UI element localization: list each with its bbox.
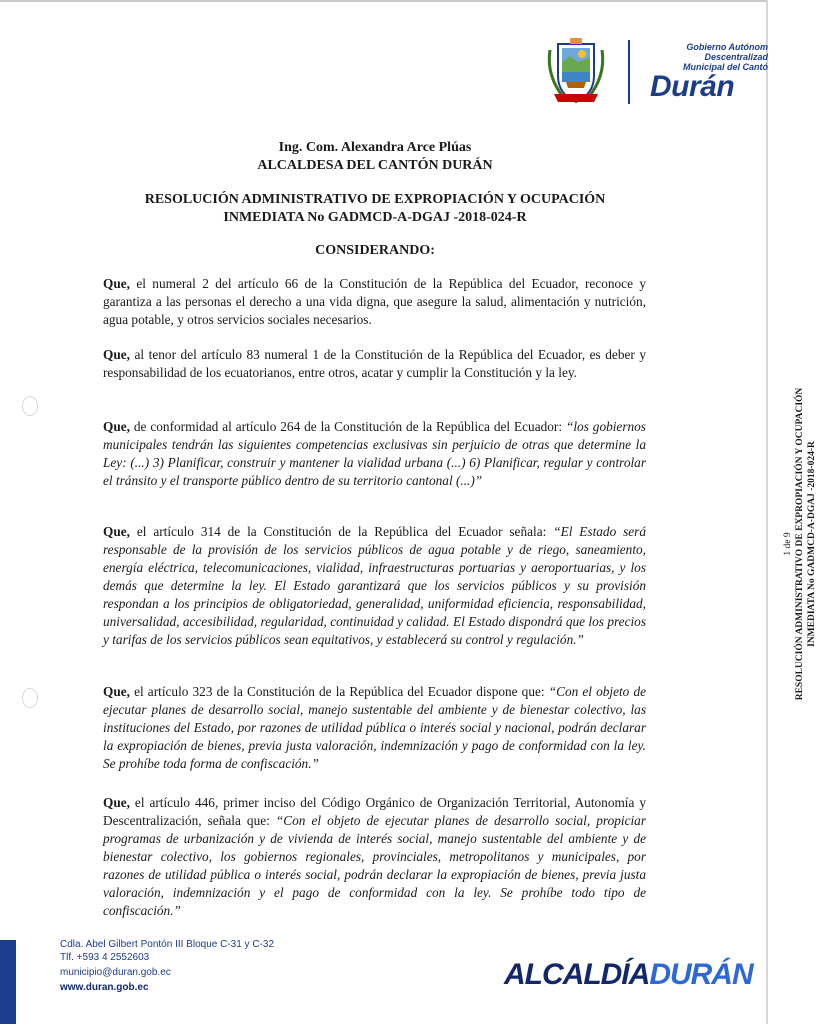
- paragraph-text: de conformidad al artículo 264 de la Constitución de la República del Ecuador:: [129, 419, 566, 435]
- logo-part-1: ALCALDÍA: [504, 958, 650, 991]
- coat-of-arms-icon: [544, 36, 608, 108]
- paragraph-lead: Que,: [103, 347, 130, 363]
- gad-label: [640, 42, 768, 72]
- paragraph-text: el artículo 323 de la Constitución de la República del Ecuador dispone que:: [129, 684, 549, 700]
- paragraph-text: al tenor del artículo 83 numeral 1 de la Constitución de la República del Ecuador, es deber y responsabilidad de los ecuatorianos, entre otros, acatar y cumplir la Constitución y la ley.: [103, 347, 646, 381]
- brand-logo: Durán: [650, 70, 735, 103]
- gad-line-2: Descentralizad: [704, 52, 768, 62]
- considerando-paragraph: [103, 683, 646, 773]
- resolution-title-1: RESOLUCIÓN ADMINISTRATIVO DE EXPROPIACIÓN Y OCUPACIÓN: [144, 192, 606, 207]
- considerando-paragraph: [103, 523, 646, 649]
- paragraph-lead: Que,: [103, 419, 130, 435]
- header-divider: [628, 40, 630, 104]
- paragraph-quote: “los gobiernos municipales tendrán las siguientes competencias exclusivas sin perjuicio de otras que determine la Ley: (...) 3) Planificar, construir y mantener la vialidad urbana (...) 6) Planificar, regular y controlar el tránsito y el transporte público dentro de su territorio cantonal (...)”: [103, 419, 646, 489]
- paragraph-text: el artículo 446, primer inciso del Código Orgánico de Organización Territorial, Autonomía y Descentralización, señala que:: [103, 795, 646, 829]
- resolution-title-2: INMEDIATA No GADMCD-A-DGAJ -2018-024-R: [223, 210, 527, 225]
- side-title-2: INMEDIATA No GADMCD-A-DGAJ -2018-024-R: [807, 441, 817, 647]
- paragraph-lead: Que,: [103, 684, 130, 700]
- punch-hole-mark: [22, 396, 38, 416]
- signatory-role: ALCALDESA DEL CANTÓN DURÁN: [257, 158, 493, 173]
- paragraph-lead: Que,: [103, 524, 130, 540]
- footer-phone: Tlf. +593 4 2552603: [60, 952, 150, 963]
- paragraph-lead: Que,: [103, 795, 130, 811]
- considerando-paragraph: [103, 346, 646, 382]
- footer-email[interactable]: municipio@duran.gob.ec: [60, 967, 171, 978]
- footer-website[interactable]: www.duran.gob.ec: [60, 982, 149, 993]
- considerando-heading: CONSIDERANDO:: [315, 243, 435, 258]
- gad-line-1: Gobierno Autónom: [686, 42, 768, 52]
- right-border: [766, 0, 768, 1024]
- paragraph-text: el artículo 314 de la Constitución de la República del Ecuador señala:: [129, 524, 554, 540]
- footer-side-bar: [0, 940, 16, 1024]
- logo-part-2: DURÁN: [649, 958, 753, 991]
- side-title-1: RESOLUCIÓN ADMINISTRATIVO DE EXPROPIACIÓN Y OCUPACIÓN: [795, 387, 805, 701]
- top-border: [0, 0, 768, 2]
- alcaldia-logo: [504, 958, 753, 992]
- page-number: 1 de 9: [783, 532, 793, 556]
- signatory-name: Ing. Com. Alexandra Arce Plúas: [278, 140, 472, 155]
- paragraph-lead: Que,: [103, 276, 130, 292]
- paragraph-quote: “Con el objeto de ejecutar planes de desarrollo social, propiciar programas de urbanización y de vivienda de interés social, manejo sustentable del ambiente y de bienestar colectivo, los gobiernos regionales, provinciales, metropolitanos y municipales, por razones de utilidad pública o interés social, podrán declarar la expropiación de bienes, previa justa valoración, indemnización y el pago de conformidad con la ley. Se prohíbe todo tipo de confiscación.”: [103, 813, 647, 919]
- considerando-paragraph: [103, 794, 646, 920]
- paragraph-quote: “Con el objeto de ejecutar planes de desarrollo social, manejo sustentable del ambiente y de bienestar colectivo, las instituciones del Estado, por razones de utilidad pública o interés social y nacional, podrán declarar la expropiación de bienes, previa justa valoración, indemnización y pago de conformidad con la ley. Se prohíbe toda forma de confiscación.”: [103, 684, 646, 772]
- footer-address: Cdla. Abel Gilbert Pontón III Bloque C-31 y C-32: [60, 939, 275, 950]
- punch-hole-mark: [22, 688, 38, 708]
- gad-line-3: Municipal del Cantó: [682, 62, 768, 72]
- considerando-paragraph: [103, 275, 646, 329]
- paragraph-text: el numeral 2 del artículo 66 de la Constitución de la República del Ecuador, reconoce y garantiza a las personas el derecho a una vida digna, que asegure la salud, alimentación y nutrición, agua potable, y otros servicios sociales necesarios.: [103, 276, 646, 328]
- considerando-paragraph: [103, 418, 646, 490]
- side-margin-label: [782, 316, 818, 772]
- paragraph-quote: “El Estado será responsable de la provisión de los servicios públicos de agua potable y de riego, saneamiento, energía eléctrica, telecomunicaciones, vialidad, infraestructuras portuarias y aeroportuarias, y los demás que determine la ley. El Estado garantizará que los servicios públicos y su provisión respondan a los principios de obligatoriedad, generalidad, uniformidad eficiencia, responsabilidad, universalidad, accesibilidad, regularidad, continuidad y calidad. El Estado dispondrá que los precios y tarifas de los servicios públicos sean equitativos, y establecerá su control y regulación.”: [103, 524, 646, 648]
